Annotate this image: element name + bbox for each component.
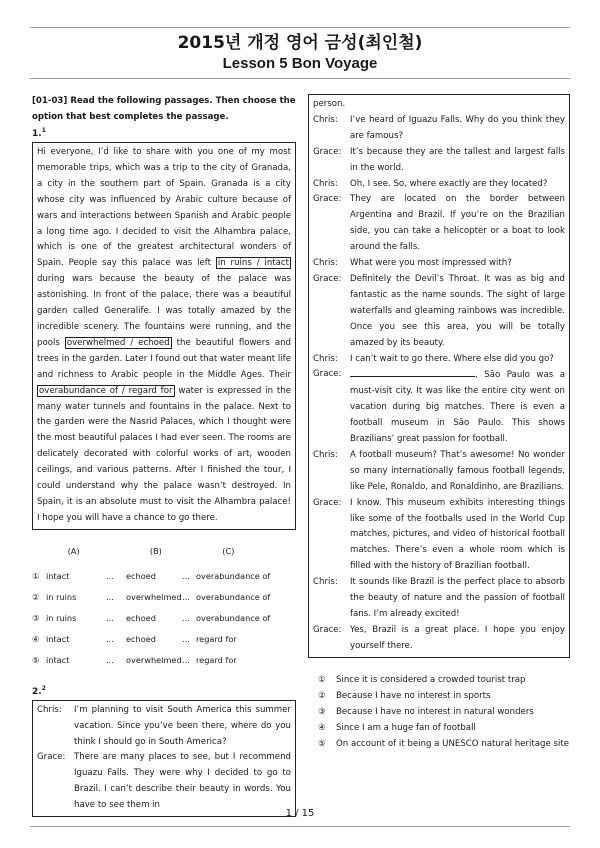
choice-number: ③ [318,706,326,717]
left-column [32,94,296,817]
question-1-options [32,546,296,671]
option-number: ⑤ [32,655,40,666]
col-b-header: (B) [149,545,162,556]
speaker-name: Chris: [313,353,338,364]
utterance-text: Definitely the Devil’s Throat. It was as big and fantastic as the name sounds. The sight of large waterfalls and gleaming rainbows was incredible. Once you see this area, you will be totally amazed by its beauty. [350,273,565,348]
option-b: overwhelmed [126,592,182,603]
option-row[interactable] [32,587,296,608]
choice-number: ⑤ [318,738,326,749]
utterance-text: A football museum? That’s awesome! No wonder so many internationally famous football legends, like Pele, Ronaldo, and Ronaldinho, are Brazilians. [350,449,565,492]
utterance-text: It’s because they are the tallest and largest falls in the world. [350,146,565,173]
top-rule [30,27,570,28]
utterance [350,113,565,145]
utterance [350,575,565,623]
answer-blank [350,367,475,377]
option-a: intact [46,634,70,645]
passage-text: water is expressed in the many water tunnels and fountains in the palace. Next to the garden were the Nasrid Palaces, which I thought were the most beautiful palaces I had ever seen. The rooms are delicately decorated with colorful works of art, wooden ceilings, and various patterns. After I finished the tour, I could understand why the palace wasn’t destroyed. In Spain, it is an absolute must to visit the Alhambra palace! I hope you will have a chance to go there. [37,385,292,523]
dialog-continuation: person. [313,99,346,109]
dialog-line [313,145,565,177]
speaker-name: Chris: [313,258,338,269]
dialog-line [313,575,565,623]
choice-number: ① [318,674,326,685]
choice-text: Because I have no interest in sports [336,690,491,701]
option-separator: ... [182,634,190,645]
option-row[interactable] [32,566,296,587]
col-c-header: (C) [222,545,235,556]
choice-item[interactable] [318,720,570,736]
option-b: echoed [126,634,156,645]
choice-text: Since I am a huge fan of football [336,722,476,733]
passage-text: during wars because the beauty of the palace was astonishing. In front of the palace, there was a beautiful garden called Generalife. I was totally amazed by the incredible scenery. The fountains were running, and the pools [37,274,291,348]
option-separator: ... [106,634,114,645]
passage-text: Hi everyone, I’d like to share with you one of my most memorable trips, which was a trip to the city of Granada, a city in the southern part of Spain. Granada is a city whose city was influenced by Arabic culture because of wars and interactions between Spanish and Arabic people a long time ago. I decided to visit the Alhambra palace, which is one of the greatest architectural wonders of Spain. People say this palace was left [37,147,291,269]
utterance-text: Yes, Brazil is a great place. I hope you enjoy yourself there. [350,624,565,651]
option-number: ① [32,571,40,582]
utterance [74,703,291,751]
dialog-line [313,113,565,145]
option-a: in ruins [46,592,77,603]
question-1-passage [32,142,296,530]
dialog-line [37,703,291,751]
dialog-line [313,367,565,448]
option-separator: ... [182,613,190,624]
dialog-line [313,272,565,352]
speaker-name: Chris: [313,114,338,125]
utterance-text: There are many places to see, but I recommend Iguazu Falls. They were why I decided to go to Brazil. I can’t describe their beauty in words. You have to see them in [74,752,291,811]
q1-footnote-mark: 1 [41,127,46,134]
utterance [350,272,565,352]
question-2-dialog-part1 [32,700,296,817]
utterance [350,192,565,256]
lesson-subtitle: Lesson 5 Bon Voyage [222,55,378,72]
speaker-name: Chris: [313,577,338,588]
answer-choice-box: overwhelmed / echoed [66,337,170,348]
option-c: regard for [196,655,237,666]
choice-text: On account of it being a UNESCO natural heritage site [336,738,570,749]
dialog-line [313,256,565,272]
question-2-number [32,683,296,698]
speaker-name: Chris: [313,178,338,189]
option-b: echoed [126,571,156,582]
right-column [308,94,570,752]
utterance [350,623,565,655]
choice-number: ④ [318,722,326,733]
option-a: in ruins [46,613,77,624]
speaker-name: Grace: [313,624,342,635]
speaker-name: Grace: [37,752,66,763]
option-number: ② [32,592,40,603]
question-1-number [32,125,296,140]
dialog-line [313,448,565,496]
option-c: regard for [196,634,237,645]
question-2-choices [308,672,570,752]
header-rule [30,78,570,79]
utterance [350,256,565,272]
dialog-line [37,750,291,814]
utterance-text: Oh, I see. So, where exactly are they located? [350,178,548,189]
option-c: overabundance of [196,571,271,582]
speaker-name: Grace: [313,497,342,508]
col-a-header: (A) [67,545,80,556]
option-a: intact [46,655,70,666]
choice-item[interactable] [318,736,570,752]
option-separator: ... [182,571,190,582]
q2-number-label: 2. [32,686,42,697]
option-separator: ... [106,613,114,624]
utterance-text: It sounds like Brazil is the perfect place to absorb the beauty of nature and the passion of football fans. I’m already excited! [350,577,565,619]
passage-text: the beautiful flowers and trees in the garden. Later I found out that water meant life and richness to Arabic people in the Middle Ages. Their [37,337,291,380]
document-title: 2015년 개정 영어 금성(최인철) [177,33,423,53]
utterance-text: I know. This museum exhibits interesting things like some of the footballs used in the World Cup matches, pictures, and video of historical football matches. There’s even a whole room which is filled with the history of Brazilian football. [350,497,565,572]
option-number: ④ [32,634,40,645]
utterance [350,367,565,448]
choice-text: Because I have no interest in natural wonders [336,706,534,717]
utterance-text: What were you most impressed with? [350,258,512,269]
option-row[interactable] [32,650,296,671]
option-c: overabundance of [196,592,271,603]
dialog-line [313,192,565,256]
utterance [350,177,565,193]
utterance [350,145,565,177]
option-a: intact [46,571,70,582]
utterance-text: I can’t wait to go there. Where else did you go? [350,353,554,364]
speaker-name: Chris: [313,449,338,460]
utterance-text: They are located on the border between Argentina and Brazil. If you’re on the Brazilian side, you can take a helicopter or a boat to look around the falls. [350,194,565,253]
option-separator: ... [182,655,190,666]
answer-choice-box: overabundance of / regard for [39,385,173,396]
answer-choice-box: in ruins / intact [217,258,290,269]
question-2 [32,683,296,817]
option-b: echoed [126,613,156,624]
utterance [350,448,565,496]
utterance-text: I’m planning to visit South America this summer vacation. Since you’ve been there, where do you think I should go in South America? [74,704,291,747]
choice-text: Since it is considered a crowded tourist trap [336,674,526,685]
option-row[interactable] [32,629,296,650]
choice-number: ② [318,690,326,701]
instruction-text: [01-03] Read the following passages. Then choose the option that best completes the passage. [32,96,296,122]
option-separator: ... [182,592,190,603]
dialog-line [313,177,565,193]
speaker-name: Grace: [313,273,342,284]
option-c: overabundance of [196,613,271,624]
choice-item[interactable] [318,688,570,704]
utterance-text: I’ve heard of Iguazu Falls. Why do you think they are famous? [350,114,565,141]
choice-item[interactable] [318,672,570,688]
q2-footnote-mark: 2 [41,684,46,692]
utterance [350,496,565,576]
option-number: ③ [32,613,40,624]
dialog-line [313,496,565,576]
question-2-dialog-part2 [308,94,570,658]
option-row[interactable] [32,608,296,629]
option-separator: ... [106,655,114,666]
speaker-name: Grace: [313,146,342,157]
utterance-text: , São Paulo was a must-visit city. It was like the entire city went on vacation during big matches. There is even a football museum in São Paulo. This shows Brazilians’ great passion for football. [350,370,565,445]
option-separator: ... [106,592,114,603]
option-separator: ... [106,571,114,582]
bottom-rule [30,826,570,827]
q1-number-label: 1. [32,129,42,139]
speaker-name: Grace: [313,194,342,205]
dialog-line [313,623,565,655]
options-header [32,546,296,556]
utterance [350,352,565,368]
option-b: overwhelmed [126,655,182,666]
dialog-line [313,352,565,368]
speaker-name: Chris: [37,704,62,715]
speaker-name: Grace: [313,369,342,380]
utterance [74,750,291,814]
choice-item[interactable] [318,704,570,720]
page-number: 1 / 15 [285,808,315,819]
